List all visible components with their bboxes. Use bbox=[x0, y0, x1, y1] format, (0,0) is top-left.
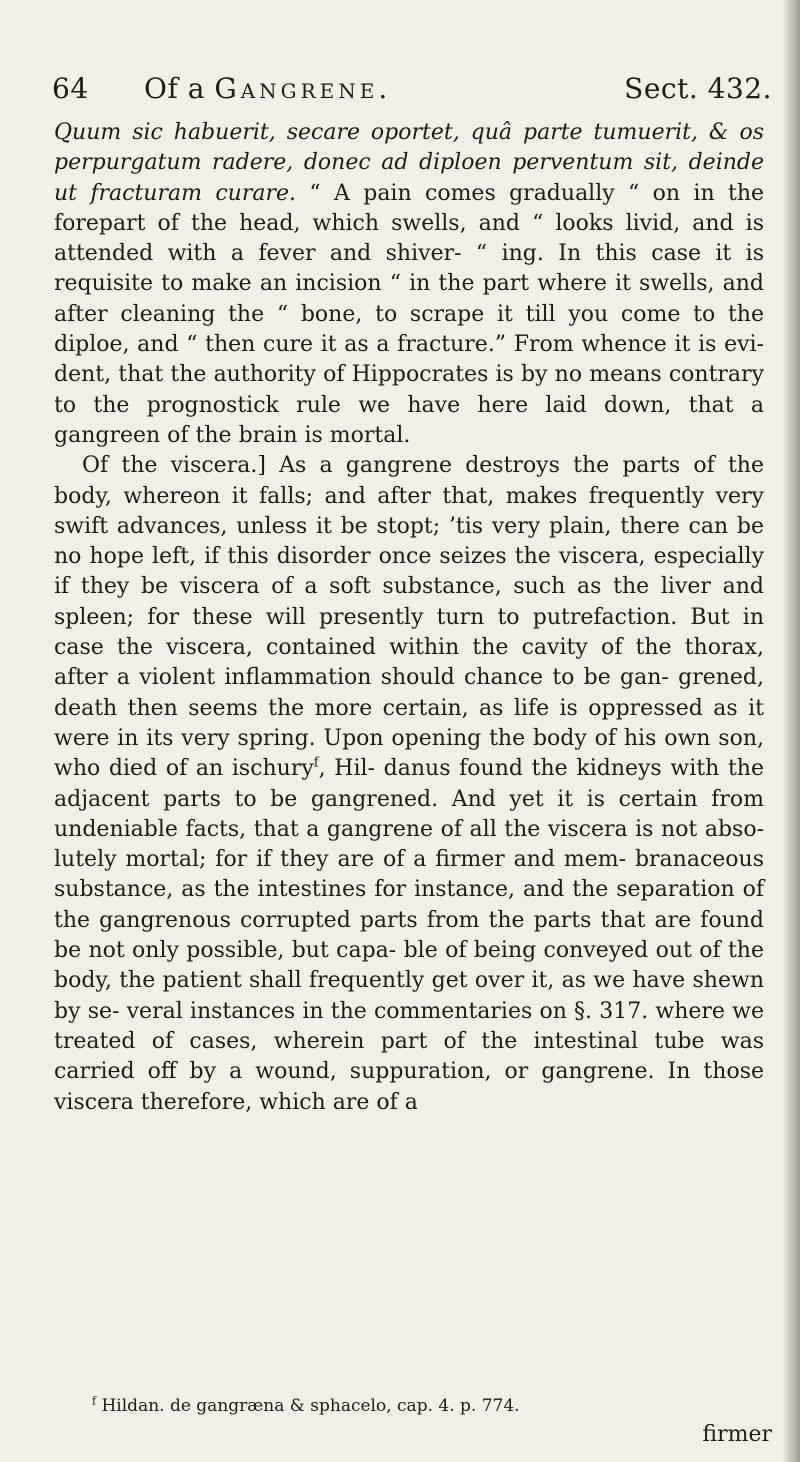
catchword: firmer bbox=[702, 1422, 772, 1447]
running-title-word: Gangrene. bbox=[214, 72, 392, 105]
running-title-prefix: Of a bbox=[144, 72, 205, 105]
page-number: 64 bbox=[52, 72, 89, 105]
paragraph-1-text: “ A pain comes gradually “ on in the forepart of the head, which swells, and “ looks livid, and is attended with a fever and shiver- “ ing. In this case it is requisite to make an incision “ in the part where it swells, and after cleaning the “ bone, to scrape it till you come to the diploe, and “ then cure it as a fracture.” From whence it is evi- dent, that the authority of Hippocrates is by no means contrary to the prognostick rule we have here laid down, that a gangreen of the brain is mortal. bbox=[54, 180, 765, 448]
footnote bbox=[92, 1396, 772, 1416]
paragraph-2 bbox=[54, 451, 764, 1118]
footnote-mark: f bbox=[92, 1394, 97, 1408]
section-number: Sect. 432. bbox=[624, 72, 772, 105]
body-text bbox=[54, 118, 764, 1118]
paragraph-1 bbox=[54, 118, 764, 451]
page-edge-shadow bbox=[782, 0, 800, 1462]
footnote-reference: f bbox=[313, 755, 319, 771]
running-title bbox=[144, 72, 391, 105]
paragraph-2-text-part-2: , Hil- danus found the kidneys with the adjacent parts to be gangrened. And yet it is certain from undeniable facts, that a gangrene of all the viscera is not abso- lutely mortal; for if they are of a firmer and mem- branaceous substance, as the intestines for instance, and the separation of the gangrenous corrupted parts from the parts that are found be not only possible, but capa- ble of being conveyed out of the body, the patient shall frequently get over it, as we have shewn by se- veral instances in the commentaries on §. 317. where we treated of cases, wherein part of the intestinal tube was carried off by a wound, suppuration, or gangrene. In those viscera therefore, which are of a bbox=[54, 756, 764, 1115]
latin-quotation: Quum sic habuerit, secare oportet, quâ parte tumuerit, & os perpurgatum radere, donec ad diploen perventum sit, deinde ut fracturam curare. bbox=[54, 120, 764, 206]
paragraph-2-text-part-1: Of the viscera.] As a gangrene destroys the parts of the body, whereon it falls; and after that, makes frequently very swift advances, unless it be stopt; ’tis very plain, there can be no hope left, if this disorder once seizes the viscera, especially if they be viscera of a soft substance, such as the liver and spleen; for these will presently turn to putrefaction. But in case the viscera, contained within the cavity of the thorax, after a violent inflammation should chance to be gan- grened, death then seems the more certain, as life is oppressed as it were in its very spring. Upon opening the body of his own son, who died of an ischury bbox=[54, 453, 764, 782]
footnote-text: Hildan. de gangræna & sphacelo, cap. 4. p. 774. bbox=[101, 1396, 520, 1416]
running-header bbox=[52, 72, 772, 112]
